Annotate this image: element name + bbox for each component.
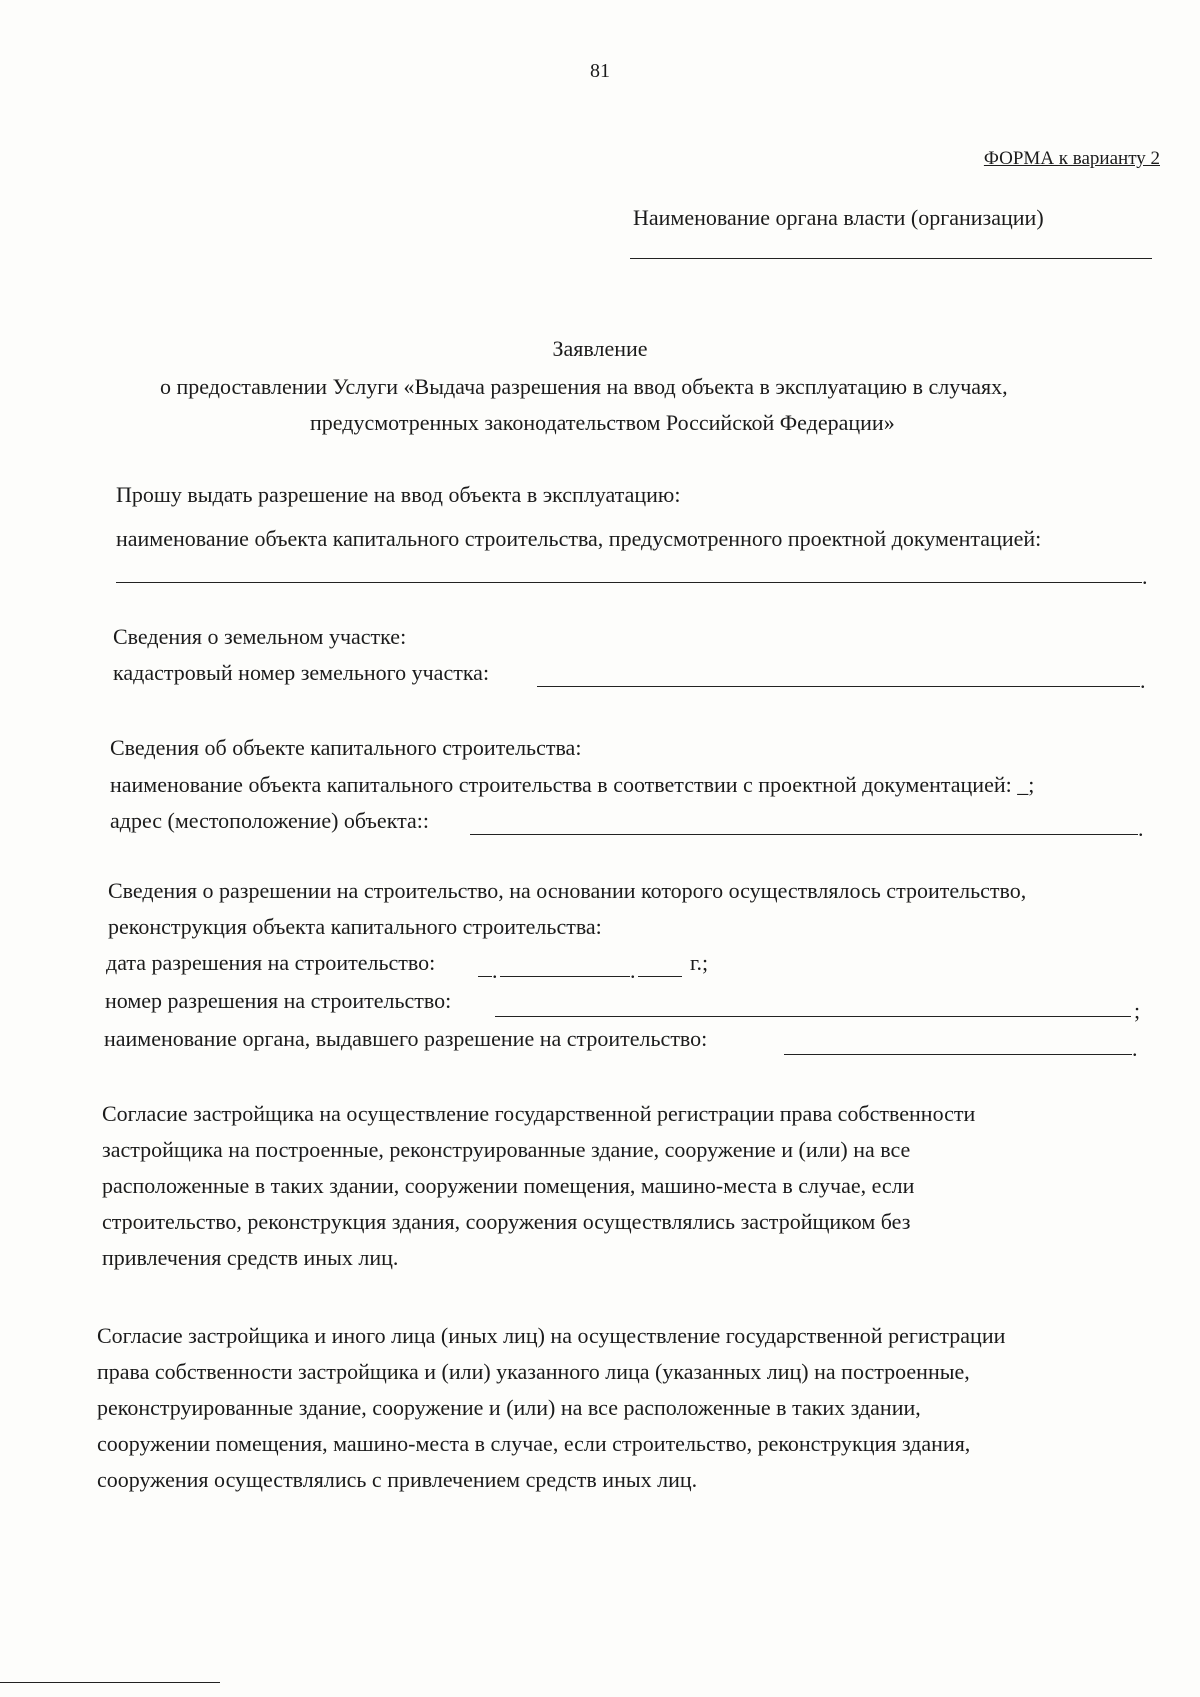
request-line-1: Прошу выдать разрешение на ввод объекта в эксплуатацию:	[116, 482, 681, 507]
land-heading: Сведения о земельном участке:	[113, 624, 407, 649]
form-reference: ФОРМА к варианту 2	[983, 148, 1160, 169]
consent-2-line: сооружении помещения, машино-места в случае, если строительство, реконструкция здания,	[97, 1431, 971, 1456]
cadastral-label: кадастровый номер земельного участка:	[113, 660, 490, 685]
consent-1-line: застройщика на построенные, реконструированные здание, сооружение и (или) на все	[102, 1137, 911, 1162]
consent-1-line: строительство, реконструкция здания, сооружения осуществлялись застройщиком без	[102, 1209, 911, 1234]
permit-issuer-end: .	[1132, 1036, 1138, 1061]
cadastral-number-line[interactable]	[537, 686, 1140, 687]
object-address-end: .	[1138, 816, 1144, 841]
permit-date-sep-2: .	[630, 958, 636, 983]
object-address-line[interactable]	[470, 834, 1138, 835]
request-end: .	[1142, 564, 1148, 589]
object-address-label: адрес (местоположение) объекта::	[110, 808, 429, 833]
permit-issuer-line[interactable]	[784, 1054, 1132, 1055]
permit-date-month-line[interactable]	[500, 976, 630, 977]
permit-line-2: реконструкция объекта капитального строительства:	[108, 914, 602, 939]
title-line-1: о предоставлении Услуги «Выдача разрешения на ввод объекта в эксплуатацию в случаях,	[160, 374, 1008, 399]
permit-date-sep-1: .	[492, 958, 498, 983]
consent-1	[102, 1096, 975, 1276]
consent-2-line: Согласие застройщика и иного лица (иных лиц) на осуществление государственной регистрации	[97, 1323, 1006, 1348]
consent-2-line: сооружения осуществлялись с привлечением средств иных лиц.	[97, 1467, 698, 1492]
consent-1-line: расположенные в таких здании, сооружении помещения, машино-места в случае, если	[102, 1173, 915, 1198]
consent-2-line: реконструированные здание, сооружение и (или) на все расположенные в таких здании,	[97, 1395, 921, 1420]
permit-line-1: Сведения о разрешении на строительство, на основании которого осуществлялось строительство,	[108, 878, 1027, 903]
consent-1-line: привлечения средств иных лиц.	[102, 1245, 399, 1270]
object-heading: Сведения об объекте капитального строительства:	[110, 735, 582, 760]
consent-1-line: Согласие застройщика на осуществление государственной регистрации права собственности	[102, 1101, 976, 1126]
permit-number-line[interactable]	[495, 1016, 1131, 1017]
authority-label: Наименование органа власти (организации)	[633, 205, 1044, 230]
permit-date-day-line[interactable]	[478, 976, 492, 977]
document-title: Заявление	[552, 336, 648, 361]
consent-2-line: права собственности застройщика и (или) указанного лица (указанных лиц) на построенные,	[97, 1359, 970, 1384]
page-number: 81	[590, 60, 610, 82]
object-name-line[interactable]	[116, 582, 1142, 583]
permit-date-year-line[interactable]	[638, 976, 682, 977]
request-line-2: наименование объекта капитального строительства, предусмотренного проектной документацией:	[116, 526, 1042, 551]
permit-date-label: дата разрешения на строительство:	[106, 950, 436, 975]
permit-number-end: ;	[1134, 998, 1141, 1023]
permit-date-suffix: г.;	[690, 950, 709, 975]
cadastral-end: .	[1140, 668, 1146, 693]
footnote-separator	[0, 1682, 220, 1683]
authority-line	[630, 258, 1152, 259]
title-line-2: предусмотренных законодательством Российской Федерации»	[310, 410, 895, 435]
permit-number-label: номер разрешения на строительство:	[105, 988, 452, 1013]
object-name-label: наименование объекта капитального строительства в соответствии с проектной документацией: _;	[110, 772, 1035, 797]
consent-2	[97, 1318, 1005, 1498]
permit-issuer-label: наименование органа, выдавшего разрешение на строительство:	[104, 1026, 708, 1051]
